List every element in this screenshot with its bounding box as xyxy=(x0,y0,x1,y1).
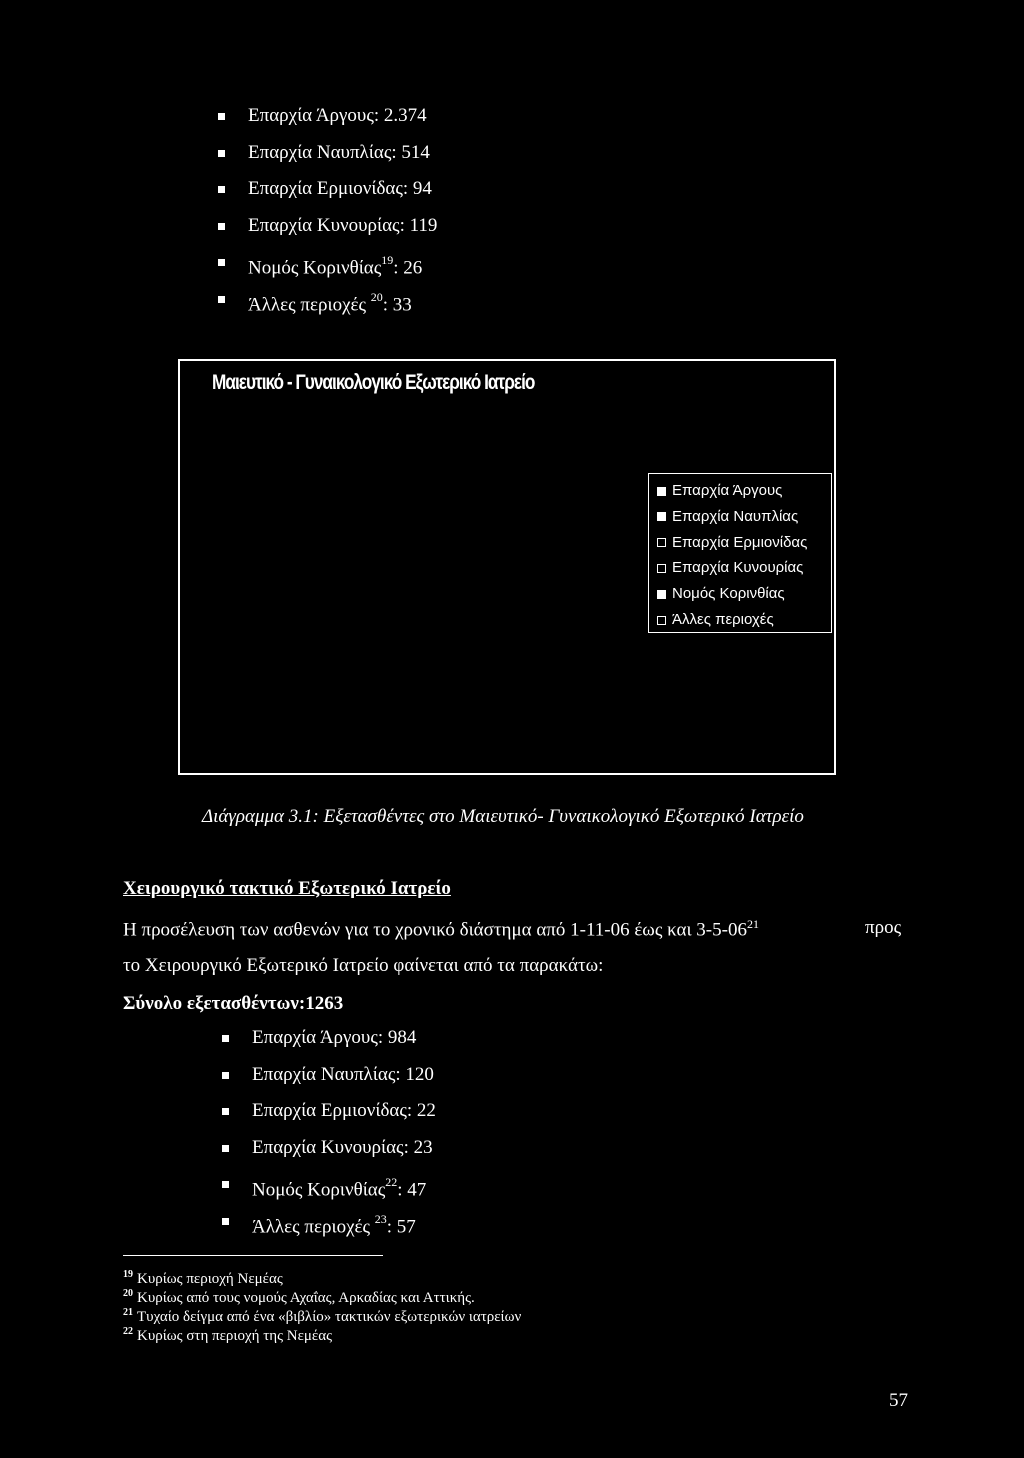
legend-item xyxy=(657,478,831,504)
list-item xyxy=(218,208,437,245)
legend-swatch-icon xyxy=(657,616,666,625)
footnotes xyxy=(123,1265,522,1344)
footnote-ref: 19 xyxy=(381,253,394,268)
legend-swatch-icon xyxy=(657,564,666,573)
bullet-icon xyxy=(222,1145,229,1152)
total-examined: Σύνολο εξετασθέντων:1263 xyxy=(123,993,344,1014)
chart-legend xyxy=(648,473,832,633)
list-item xyxy=(222,1020,436,1057)
bullet-icon xyxy=(218,223,225,230)
region-list-surgery xyxy=(222,1020,436,1240)
legend-swatch-icon xyxy=(657,487,666,496)
footnote xyxy=(123,1265,521,1287)
chart-title: Μαιευτικό - Γυναικολογικό Εξωτερικό Ιατρείο xyxy=(212,371,535,394)
list-item-label: Επαρχία Άργους: 984 xyxy=(252,1027,417,1048)
legend-label: Επαρχία Άργους xyxy=(672,482,783,499)
footnote-text: Κυρίως περιοχή Νεμέας xyxy=(137,1271,283,1287)
list-item-label: Επαρχία Κυνουρίας: 23 xyxy=(252,1136,433,1158)
footnote-number: 22 xyxy=(123,1326,133,1337)
list-item-label: Επαρχία Ναυπλίας: 514 xyxy=(248,141,430,163)
legend-item xyxy=(657,530,831,556)
chart-frame xyxy=(178,359,836,775)
footnote-ref: 20 xyxy=(370,289,383,304)
section-heading: Χειρουργικό τακτικό Εξωτερικό Ιατρείο xyxy=(123,878,451,899)
bullet-icon xyxy=(222,1181,229,1188)
legend-label: Επαρχία Κυνουρίας xyxy=(672,559,804,577)
legend-item xyxy=(657,607,831,633)
footnote xyxy=(123,1284,521,1306)
list-item xyxy=(218,244,437,281)
legend-label: Άλλες περιοχές xyxy=(672,610,774,628)
paragraph xyxy=(123,917,759,941)
bullet-icon xyxy=(222,1218,229,1225)
list-item xyxy=(222,1130,436,1167)
legend-item xyxy=(657,555,831,581)
list-item-label: Νομός Κορινθίας xyxy=(248,257,382,279)
bullet-icon xyxy=(222,1035,229,1042)
figure-caption: Διάγραμμα 3.1: Εξετασθέντες στο Μαιευτικό- Γυναικολογικό Εξωτερικό Ιατρείο xyxy=(202,806,804,827)
list-item xyxy=(222,1203,436,1240)
footnote-divider xyxy=(123,1255,383,1256)
paragraph-text: Η προσέλευση των ασθενών για το χρονικό διάστημα από 1-11-06 έως και 3-5-06 xyxy=(123,919,747,941)
footnote-text: Κυρίως από τους νομούς Αχαΐας, Αρκαδίας και Αττικής. xyxy=(137,1290,475,1306)
legend-swatch-icon xyxy=(657,590,666,599)
bullet-icon xyxy=(218,150,225,157)
legend-swatch-icon xyxy=(657,512,666,521)
footnote-number: 20 xyxy=(123,1288,133,1299)
bullet-icon xyxy=(218,259,225,266)
list-item xyxy=(222,1057,436,1094)
list-item xyxy=(222,1166,436,1203)
bullet-icon xyxy=(218,296,225,303)
legend-label: Νομός Κορινθίας xyxy=(672,585,785,603)
list-item xyxy=(218,135,437,172)
list-item-label: Επαρχία Ερμιονίδας: 94 xyxy=(248,178,432,200)
legend-item xyxy=(657,581,831,607)
bullet-icon xyxy=(218,113,225,120)
paragraph-text-end: προς xyxy=(865,917,902,938)
page-number: 57 xyxy=(889,1390,908,1411)
footnote-ref: 23 xyxy=(374,1211,387,1226)
list-item-label: Νομός Κορινθίας xyxy=(252,1179,386,1201)
footnote-text: Κυρίως στη περιοχή της Νεμέας xyxy=(137,1328,333,1344)
list-item-label: Επαρχία Ναυπλίας: 120 xyxy=(252,1063,434,1085)
legend-item xyxy=(657,504,831,530)
list-item-value: : 26 xyxy=(393,257,423,279)
list-item-label: Άλλες περιοχές xyxy=(252,1216,375,1238)
footnote-text: Τυχαίο δείγμα από ένα «βιβλίο» τακτικών εξωτερικών ιατρείων xyxy=(137,1309,522,1325)
list-item-label: Άλλες περιοχές xyxy=(248,294,371,316)
footnote-number: 19 xyxy=(123,1269,133,1280)
footnote-ref: 22 xyxy=(385,1175,398,1190)
bullet-icon xyxy=(222,1072,229,1079)
list-item-value: : 33 xyxy=(382,294,412,316)
legend-swatch-icon xyxy=(657,538,666,547)
list-item xyxy=(218,98,437,135)
bullet-icon xyxy=(222,1108,229,1115)
list-item-value: : 47 xyxy=(397,1179,427,1201)
list-item-label: Επαρχία Άργους: 2.374 xyxy=(248,105,427,126)
region-list-gynecology xyxy=(218,98,437,318)
list-item xyxy=(218,281,437,318)
footnote-ref: 21 xyxy=(746,917,759,931)
list-item xyxy=(222,1093,436,1130)
list-item-label: Επαρχία Κυνουρίας: 119 xyxy=(248,214,438,236)
bullet-icon xyxy=(218,186,225,193)
list-item-label: Επαρχία Ερμιονίδας: 22 xyxy=(252,1100,436,1122)
list-item-value: : 57 xyxy=(386,1216,416,1238)
footnote-number: 21 xyxy=(123,1307,133,1318)
paragraph: το Χειρουργικό Εξωτερικό Ιατρείο φαίνεται από τα παρακάτω: xyxy=(123,955,604,976)
legend-label: Επαρχία Ερμιονίδας xyxy=(672,533,808,551)
footnote xyxy=(123,1303,522,1325)
list-item xyxy=(218,171,437,208)
legend-label: Επαρχία Ναυπλίας xyxy=(672,507,799,525)
